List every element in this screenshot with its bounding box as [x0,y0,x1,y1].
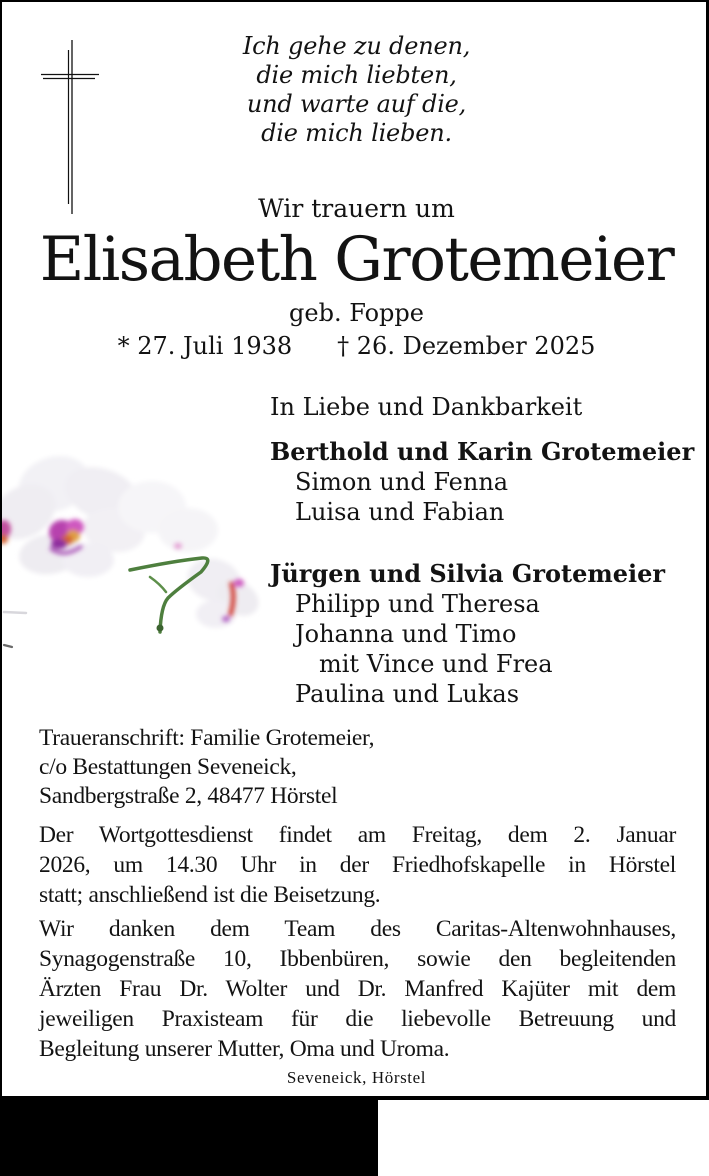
service-line: Der Wortgottesdienst findet am Freitag, dem 2. Januar [39,822,676,848]
service-line: statt; anschließend ist die Beisetzung. [39,882,381,908]
thanks-line: jeweiligen Praxisteam für die liebevolle Betreuung und [39,1006,676,1032]
bottom-black-block [0,1100,378,1176]
address-line: Sandbergstraße 2, 48477 Hörstel [39,783,338,809]
thanks-line: Ärzten Frau Dr. Wolter und Dr. Manfred Kajüter mit dem [39,976,676,1002]
address-line: Traueranschrift: Familie Grotemeier, [39,725,375,751]
verse-line: die mich lieben. [261,119,452,147]
place-line: Seveneick, Hörstel [286,1068,427,1087]
thanks-line: Synagogenstraße 10, Ibbenbüren, sowie den begleitenden [39,946,676,972]
birth-date: * 27. Juli 1938 [117,332,293,360]
orchid-image [2,432,262,667]
verse-line: Ich gehe zu denen, [242,32,471,60]
family-tribute [270,392,694,709]
mourning-address [39,724,374,811]
service-paragraph [39,820,676,910]
verse-line: und warte auf die, [246,90,467,118]
service-line: 2026, um 14.30 Uhr in der Friedhofskapelle in Hörstel [39,852,676,878]
thanks-paragraph [39,914,676,1064]
family-line: Simon und Fenna [295,468,509,496]
family-line: Paulina und Lukas [295,680,520,708]
thanks-line: Wir danken dem Team des Caritas-Altenwohnhauses, [39,916,676,942]
family-line: Johanna und Timo [295,620,517,648]
family-line: Philipp und Theresa [295,590,540,618]
memorial-verse [2,32,709,148]
life-dates [2,332,709,360]
closing-phrase: In Liebe und Dankbarkeit [270,393,583,421]
family-line: mit Vince und Frea [319,650,553,678]
mourning-intro: Wir trauern um [258,194,455,223]
deceased-name: Elisabeth Grotemeier [39,224,674,295]
verse-line: die mich liebten, [256,61,457,89]
thanks-line: Begleitung unserer Mutter, Oma und Uroma. [39,1036,450,1062]
maiden-name: geb. Foppe [289,299,424,327]
family-line: Berthold und Karin Grotemeier [270,437,695,466]
family-line: Luisa und Fabian [295,498,505,526]
address-line: c/o Bestattungen Seveneick, [39,754,297,780]
family-line: Jürgen und Silvia Grotemeier [270,559,666,588]
death-date: † 26. Dezember 2025 [337,332,596,360]
